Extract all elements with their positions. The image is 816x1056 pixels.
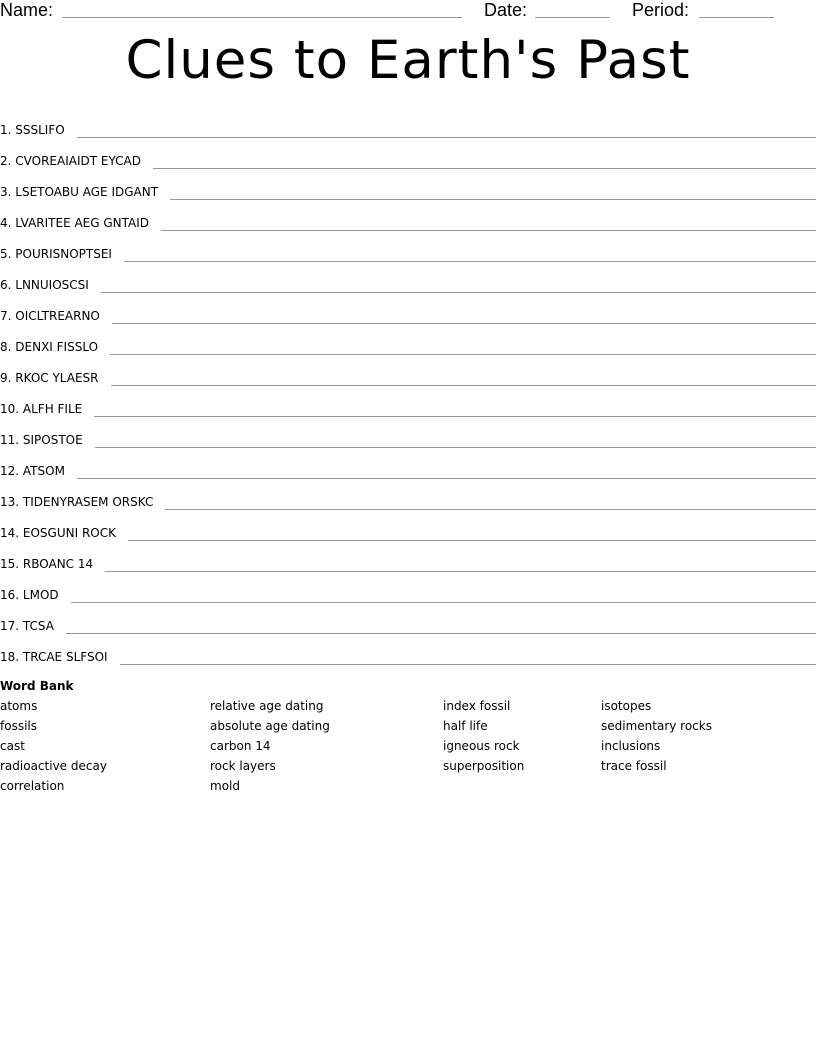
answer-line[interactable] <box>71 602 816 603</box>
clue-row <box>0 296 816 327</box>
answer-line[interactable] <box>110 354 816 355</box>
clue-row <box>0 513 816 544</box>
word-bank-item: radioactive decay <box>0 759 107 773</box>
clue-row <box>0 172 816 203</box>
clue-row <box>0 327 816 358</box>
word-bank-item: correlation <box>0 779 65 793</box>
clue-text: 12. ATSOM <box>0 464 65 478</box>
word-bank-item: fossils <box>0 719 37 733</box>
clue-text: 7. OICLTREARNO <box>0 309 100 323</box>
answer-line[interactable] <box>124 261 816 262</box>
word-bank-item: inclusions <box>601 739 661 753</box>
clue-text: 10. ALFH FILE <box>0 402 83 416</box>
clue-text: 17. TCSA <box>0 619 54 633</box>
answer-line[interactable] <box>170 199 816 200</box>
answer-line[interactable] <box>66 633 816 634</box>
clue-text: 15. RBOANC 14 <box>0 557 94 571</box>
clue-row <box>0 451 816 482</box>
clue-text: 9. RKOC YLAESR <box>0 371 99 385</box>
word-bank-column <box>210 697 330 797</box>
word-bank-column <box>601 697 712 777</box>
answer-line[interactable] <box>111 385 816 386</box>
answer-line[interactable] <box>105 571 816 572</box>
clue-row <box>0 482 816 513</box>
word-bank-item: half life <box>443 719 488 733</box>
date-label: Date: <box>484 0 528 20</box>
student-info-header <box>0 0 816 24</box>
clue-row <box>0 203 816 234</box>
word-bank-column <box>443 697 524 777</box>
clue-row <box>0 575 816 606</box>
word-bank-item: sedimentary rocks <box>601 719 712 733</box>
clue-text: 14. EOSGUNI ROCK <box>0 526 116 540</box>
clue-text: 3. LSETOABU AGE IDGANT <box>0 185 159 199</box>
answer-line[interactable] <box>101 292 816 293</box>
clue-row <box>0 110 816 141</box>
answer-line[interactable] <box>165 509 816 510</box>
word-bank <box>0 677 816 793</box>
period-field-line[interactable] <box>699 17 774 18</box>
clue-row <box>0 389 816 420</box>
answer-line[interactable] <box>153 168 816 169</box>
answer-line[interactable] <box>77 137 816 138</box>
name-label: Name: <box>0 0 54 20</box>
clue-text: 16. LMOD <box>0 588 59 602</box>
answer-line[interactable] <box>120 664 816 665</box>
clue-text: 2. CVOREAIAIDT EYCAD <box>0 154 141 168</box>
clue-text: 11. SIPOSTOE <box>0 433 83 447</box>
word-bank-item: mold <box>210 779 240 793</box>
clue-text: 6. LNNUIOSCSI <box>0 278 89 292</box>
word-bank-item: cast <box>0 739 25 753</box>
clue-row <box>0 606 816 637</box>
answer-line[interactable] <box>94 416 816 417</box>
clue-row <box>0 141 816 172</box>
word-bank-item: rock layers <box>210 759 276 773</box>
clue-row <box>0 234 816 265</box>
clue-row <box>0 265 816 296</box>
word-bank-item: relative age dating <box>210 699 324 713</box>
word-bank-item: carbon 14 <box>210 739 271 753</box>
clue-text: 1. SSSLIFO <box>0 123 65 137</box>
answer-line[interactable] <box>128 540 816 541</box>
date-field-line[interactable] <box>535 17 610 18</box>
clue-text: 8. DENXI FISSLO <box>0 340 99 354</box>
clue-row <box>0 544 816 575</box>
clue-row <box>0 358 816 389</box>
word-bank-item: isotopes <box>601 699 652 713</box>
word-bank-item: atoms <box>0 699 38 713</box>
word-bank-item: superposition <box>443 759 525 773</box>
word-bank-column <box>0 697 107 797</box>
answer-line[interactable] <box>112 323 816 324</box>
clue-text: 13. TIDENYRASEM ORSKC <box>0 495 154 509</box>
word-bank-item: absolute age dating <box>210 719 330 733</box>
page-title: Clues to Earth's Past <box>125 30 691 91</box>
answer-line[interactable] <box>95 447 816 448</box>
period-label: Period: <box>632 0 690 20</box>
name-field-line[interactable] <box>62 17 462 18</box>
clue-row <box>0 637 816 668</box>
clue-row <box>0 420 816 451</box>
clue-text: 5. POURISNOPTSEI <box>0 247 112 261</box>
answer-line[interactable] <box>161 230 816 231</box>
word-bank-item: index fossil <box>443 699 511 713</box>
answer-line[interactable] <box>77 478 816 479</box>
word-bank-title: Word Bank <box>0 679 74 693</box>
clue-text: 4. LVARITEE AEG GNTAID <box>0 216 150 230</box>
word-bank-item: trace fossil <box>601 759 667 773</box>
clue-text: 18. TRCAE SLFSOI <box>0 650 108 664</box>
word-bank-item: igneous rock <box>443 739 520 753</box>
clue-list <box>0 110 816 668</box>
